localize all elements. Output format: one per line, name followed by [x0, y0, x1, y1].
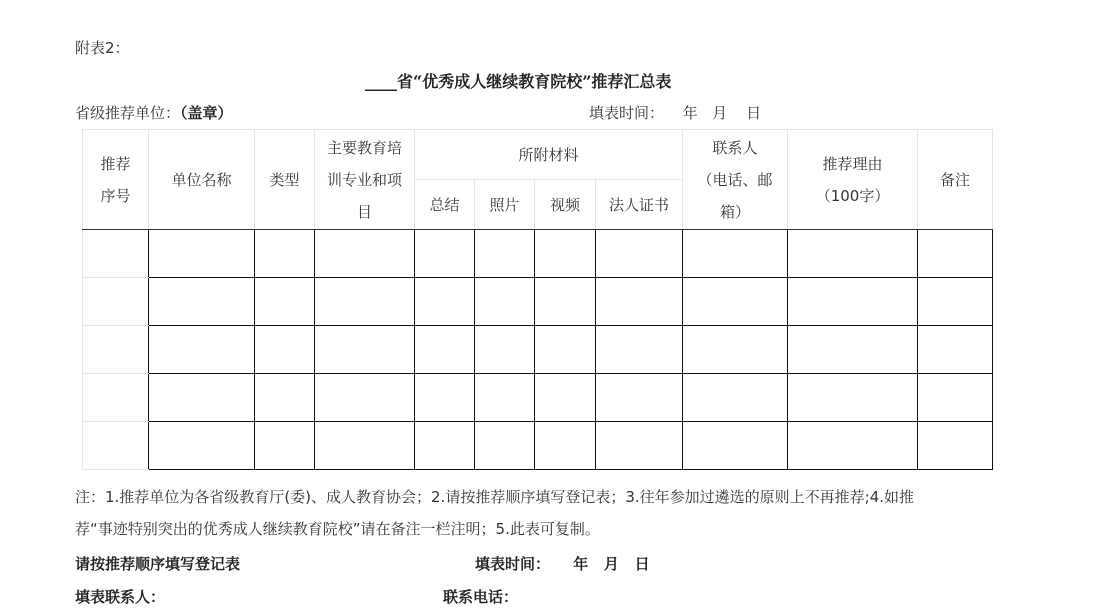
- header-serial: 推荐 序号: [83, 130, 149, 230]
- table-cell[interactable]: [788, 230, 918, 278]
- note-line-1: 注：1.推荐单位为各省级教育厅(委)、成人教育协会；2.请按推荐顺序填写登记表；3.往年参加过遴选的原则上不再推荐;4.如推: [75, 488, 915, 506]
- table-cell[interactable]: [535, 374, 596, 422]
- table-cell[interactable]: [475, 422, 535, 470]
- table-cell[interactable]: [415, 326, 475, 374]
- table-cell[interactable]: [255, 326, 315, 374]
- table-cell[interactable]: [83, 326, 149, 374]
- unit-line: [75, 102, 233, 123]
- attachment-label: 附表2：: [75, 39, 130, 57]
- fill-time-value: 年 月 日: [682, 104, 762, 122]
- table-cell[interactable]: [918, 278, 993, 326]
- fill-time-label: 填表时间：: [589, 104, 665, 122]
- table-cell[interactable]: [918, 422, 993, 470]
- table-cell[interactable]: [535, 326, 596, 374]
- subheader-summary: 总结: [415, 180, 475, 230]
- table-cell[interactable]: [683, 278, 788, 326]
- table-cell[interactable]: [255, 374, 315, 422]
- table-cell[interactable]: [83, 422, 149, 470]
- table-cell[interactable]: [683, 230, 788, 278]
- subheader-photo: 照片: [475, 180, 535, 230]
- table-cell[interactable]: [596, 230, 683, 278]
- table-row: [83, 278, 993, 326]
- footer-phone-label: 联系电话：: [443, 588, 519, 606]
- table-cell[interactable]: [918, 374, 993, 422]
- document-title: [365, 69, 671, 92]
- table-cell[interactable]: [415, 278, 475, 326]
- header-materials: 所附材料: [415, 130, 683, 180]
- table-cell[interactable]: [683, 374, 788, 422]
- table-cell[interactable]: [535, 422, 596, 470]
- table-cell[interactable]: [83, 278, 149, 326]
- table-cell[interactable]: [475, 230, 535, 278]
- summary-table: [82, 129, 993, 470]
- table-cell[interactable]: [918, 326, 993, 374]
- header-reason: 推荐理由 （100字）: [788, 130, 918, 230]
- table-row: [83, 374, 993, 422]
- table-cell[interactable]: [596, 422, 683, 470]
- title-blank: ____: [365, 72, 397, 91]
- unit-label: 省级推荐单位：: [75, 104, 181, 122]
- table-cell[interactable]: [788, 278, 918, 326]
- table-cell[interactable]: [315, 374, 415, 422]
- footer-fill-time: [475, 553, 650, 574]
- table-cell[interactable]: [83, 230, 149, 278]
- table-cell[interactable]: [149, 278, 255, 326]
- header-remark: 备注: [918, 130, 993, 230]
- note-line-2: 荐“事迹特别突出的优秀成人继续教育院校”请在备注一栏注明；5.此表可复制。: [75, 520, 600, 538]
- table-cell[interactable]: [596, 278, 683, 326]
- table-cell[interactable]: [149, 422, 255, 470]
- header-type: 类型: [255, 130, 315, 230]
- table-cell[interactable]: [535, 278, 596, 326]
- table-cell[interactable]: [788, 422, 918, 470]
- table-cell[interactable]: [475, 326, 535, 374]
- title-text: 省“优秀成人继续教育院校”推荐汇总表: [397, 72, 672, 91]
- fill-time-line: [589, 102, 761, 123]
- table-cell[interactable]: [255, 230, 315, 278]
- table-cell[interactable]: [596, 326, 683, 374]
- footer-fill-time-label: 填表时间：: [475, 555, 551, 573]
- table-cell[interactable]: [149, 326, 255, 374]
- header-major: 主要教育培 训专业和项 目: [315, 130, 415, 230]
- table-row: [83, 422, 993, 470]
- table-cell[interactable]: [255, 278, 315, 326]
- table-cell[interactable]: [596, 374, 683, 422]
- footer-order-note: 请按推荐顺序填写登记表: [75, 555, 241, 573]
- table-cell[interactable]: [788, 326, 918, 374]
- table-cell[interactable]: [315, 278, 415, 326]
- table-cell[interactable]: [683, 422, 788, 470]
- table-cell[interactable]: [475, 278, 535, 326]
- table-cell[interactable]: [315, 326, 415, 374]
- table-row: [83, 326, 993, 374]
- table-cell[interactable]: [415, 374, 475, 422]
- subheader-cert: 法人证书: [596, 180, 683, 230]
- footer-fill-time-value: 年 月 日: [573, 555, 650, 573]
- table-cell[interactable]: [535, 230, 596, 278]
- table-cell[interactable]: [149, 374, 255, 422]
- unit-seal: （盖章）: [180, 104, 233, 122]
- table-cell[interactable]: [918, 230, 993, 278]
- table-cell[interactable]: [415, 422, 475, 470]
- table-cell[interactable]: [255, 422, 315, 470]
- subheader-video: 视频: [535, 180, 596, 230]
- table-cell[interactable]: [788, 374, 918, 422]
- footer-contact-label: 填表联系人：: [75, 588, 166, 606]
- table-cell[interactable]: [683, 326, 788, 374]
- header-contact: 联系人 （电话、邮 箱）: [683, 130, 788, 230]
- table-cell[interactable]: [149, 230, 255, 278]
- table-cell[interactable]: [83, 374, 149, 422]
- table-row: [83, 230, 993, 278]
- table-cell[interactable]: [475, 374, 535, 422]
- table-cell[interactable]: [315, 422, 415, 470]
- table-cell[interactable]: [315, 230, 415, 278]
- header-unit-name: 单位名称: [149, 130, 255, 230]
- table-cell[interactable]: [415, 230, 475, 278]
